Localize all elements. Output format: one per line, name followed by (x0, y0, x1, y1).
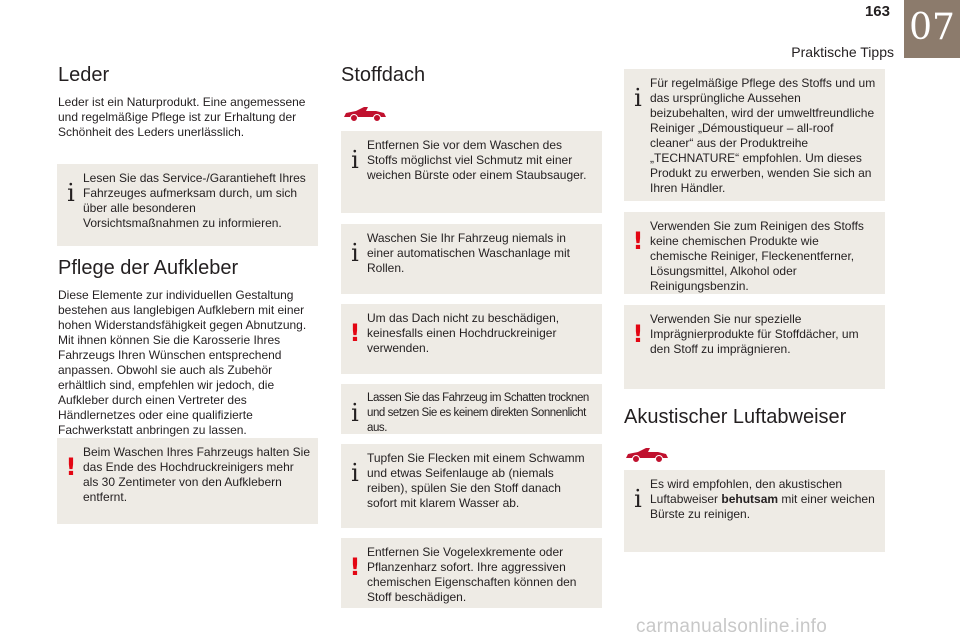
info-icon: i (351, 239, 359, 267)
stoffdach-note-8 (624, 212, 885, 294)
warning-icon: ! (349, 319, 361, 347)
leder-info-box (57, 164, 318, 246)
stoffdach-note-7 (624, 69, 885, 201)
stoffdach-note-text: Waschen Sie Ihr Fahrzeug niemals in einer automatischen Waschanlage mit Rollen. (367, 231, 570, 275)
stoffdach-note-1 (341, 131, 602, 213)
luftabweiser-text-bold: behutsam (721, 492, 779, 506)
section-title-aufkleber: Pflege der Aufkleber (58, 257, 239, 279)
info-icon: i (351, 146, 359, 174)
chapter-number-tab: 07 (904, 0, 960, 58)
stoffdach-note-6 (341, 538, 602, 608)
luftabweiser-text-b: mit einer weichen Bürste zu reinigen. (650, 492, 875, 521)
page-number: 163 (864, 3, 890, 20)
stoffdach-note-text: Für regelmäßige Pflege des Stoffs und um das ursprüngliche Aussehen beizubehalten, wird der umweltfreundliche Reiniger „Démoustiqueur – all-roof cleaner“ aus der Produktreihe „TECHNATURE“ empfohlen. Um dieses Produkt zu erwerben, wenden Sie sich an Ihren Händler. (650, 76, 876, 195)
stoffdach-note-text: Entfernen Sie vor dem Waschen des Stoffs möglichst viel Schmutz mit einer weichen Bürste oder einem Staubsauger. (367, 138, 587, 182)
luftabweiser-text-a: Es wird empfohlen, den akustischen Luftabweiser (650, 477, 843, 506)
warning-icon: ! (349, 553, 361, 581)
convertible-car-icon (342, 103, 388, 123)
stoffdach-note-2 (341, 224, 602, 294)
stoffdach-note-text: Tupfen Sie Flecken mit einem Schwamm und etwas Seifenlauge ab (niemals reiben), spülen Sie den Stoff danach sofort mit klarem Wasser ab. (367, 451, 585, 510)
luftabweiser-info-text (650, 477, 877, 522)
info-icon: i (351, 399, 359, 427)
stoffdach-note-5 (341, 444, 602, 528)
aufkleber-warning-box (57, 438, 318, 524)
stoffdach-note-text: Verwenden Sie zum Reinigen des Stoffs keine chemischen Produkte wie chemische Reiniger, Fleckenentferner, Lösungsmittel, Alkohol oder Reinigungsbenzin. (650, 219, 864, 293)
luftabweiser-info-box (624, 470, 885, 552)
section-title-leder: Leder (58, 64, 110, 86)
stoffdach-note-text: Lassen Sie das Fahrzeug im Schatten trocknen und setzen Sie es keinem direkten Sonnenlicht aus. (367, 392, 589, 434)
stoffdach-note-text: Verwenden Sie nur spezielle Imprägnierprodukte für Stoffdächer, um den Stoff zu imprägnieren. (650, 312, 859, 356)
section-title-stoffdach: Stoffdach (341, 64, 426, 86)
warning-icon: ! (65, 453, 77, 481)
info-icon: i (351, 459, 359, 487)
aufkleber-warning-text: Beim Waschen Ihres Fahrzeugs halten Sie das Ende des Hochdruckreinigers mehr als 30 Zentimeter von den Aufklebern entfernt. (83, 445, 310, 504)
info-icon: i (67, 179, 75, 207)
stoffdach-note-3 (341, 304, 602, 374)
section-title-luftabweiser: Akustischer Luftabweiser (624, 406, 847, 428)
leder-intro: Leder ist ein Naturprodukt. Eine angemessene und regelmäßige Pflege ist zur Erhaltung der Schönheit des Leders unerlässlich. (58, 95, 306, 139)
stoffdach-note-9 (624, 305, 885, 389)
warning-icon: ! (632, 320, 644, 348)
stoffdach-note-text: Entfernen Sie Vogelexkremente oder Pflanzenharz sofort. Ihre aggressiven chemischen Eigenschaften können den Stoff beschädigen. (367, 545, 577, 604)
chapter-label: Praktische Tipps (791, 44, 894, 60)
stoffdach-note-4 (341, 384, 602, 434)
aufkleber-body: Diese Elemente zur individuellen Gestaltung bestehen aus langlebigen Aufklebern mit einer hohen Widerstandsfähigkeit gegen Abnutzung. Mit ihnen können Sie die Karosserie Ihres Fahrzeugs Ihren Wünschen entsprechend anpassen. Obwohl sie auch als Zubehör erhältlich sind, empfehlen wir jedoch, die Aufkleber durch einen Vertreter des Händlernetzes oder eine qualifizierte Fachwerkstatt anbringen zu lassen. (58, 288, 307, 437)
stoffdach-note-text: Um das Dach nicht zu beschädigen, keinesfalls einen Hochdruckreiniger verwenden. (367, 311, 560, 355)
convertible-car-icon (624, 444, 670, 464)
leder-info-text: Lesen Sie das Service-/Garantieheft Ihres Fahrzeuges aufmerksam durch, um sich über alle besonderen Vorsichtsmaßnahmen zu informieren. (83, 171, 306, 230)
footer-watermark: carmanualsonline.info (636, 616, 828, 637)
info-icon: i (634, 485, 642, 513)
warning-icon: ! (632, 227, 644, 255)
info-icon: i (634, 84, 642, 112)
